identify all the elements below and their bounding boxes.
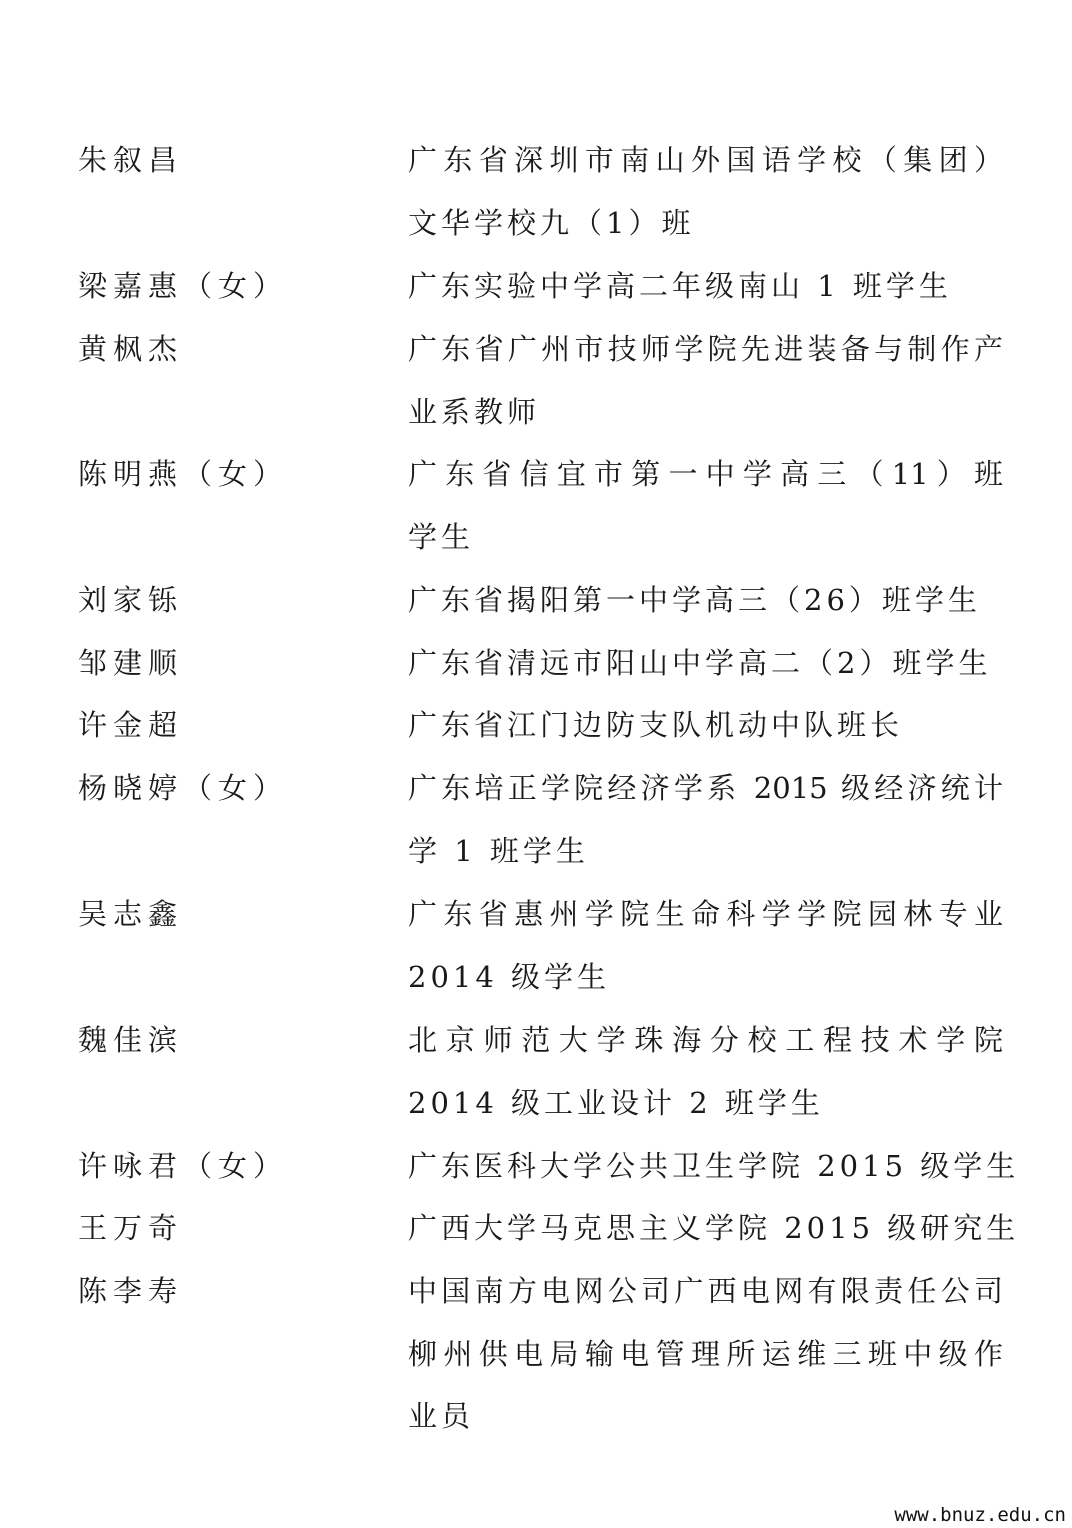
affiliation-line: 广东培正学院经济学系 2015 级经济统计 <box>408 771 1003 805</box>
affiliation-line: 2014 级学生 <box>408 959 611 994</box>
affiliation-line: 广东省惠州学院生命科学学院园林专业 <box>408 897 1003 931</box>
person-name: 邹建顺 <box>78 646 184 680</box>
person-affiliation <box>408 705 1003 768</box>
affiliation-line: 文华学校九（1）班 <box>408 205 695 240</box>
person-affiliation <box>408 454 1003 579</box>
person-name: 朱叙昌 <box>78 143 184 177</box>
person-name: 梁嘉惠（女） <box>78 269 289 303</box>
person-name: 王万奇 <box>78 1211 184 1245</box>
affiliation-line: 广东省信宜市第一中学高三（11）班 <box>408 457 1003 491</box>
person-affiliation <box>408 329 1003 454</box>
affiliation-line: 北京师范大学珠海分校工程技术学院 <box>408 1023 1003 1057</box>
person-affiliation <box>408 643 1003 706</box>
person-affiliation <box>408 140 1003 265</box>
affiliation-line: 广东医科大学公共卫生学院 2015 级学生 <box>408 1149 1020 1183</box>
affiliation-line: 广东省广州市技师学院先进装备与制作产 <box>408 332 1003 366</box>
affiliation-line: 广东省深圳市南山外国语学校（集团） <box>408 143 1003 177</box>
person-name: 许金超 <box>78 708 184 742</box>
person-affiliation <box>408 1146 1020 1209</box>
affiliation-line: 广东实验中学高二年级南山 1 班学生 <box>408 269 952 303</box>
person-affiliation <box>408 768 1003 893</box>
person-affiliation <box>408 266 1003 329</box>
person-name: 许咏君（女） <box>78 1149 289 1183</box>
person-name: 吴志鑫 <box>78 897 184 931</box>
affiliation-line: 2014 级工业设计 2 班学生 <box>408 1085 824 1120</box>
person-affiliation <box>408 1020 1003 1145</box>
affiliation-line: 广东省江门边防支队机动中队班长 <box>408 708 904 742</box>
person-name: 杨晓婷（女） <box>78 771 289 805</box>
affiliation-line: 学 1 班学生 <box>408 833 589 868</box>
person-affiliation <box>408 1271 1003 1459</box>
affiliation-line: 广东省清远市阳山中学高二（2）班学生 <box>408 646 992 680</box>
affiliation-line: 中国南方电网公司广西电网有限责任公司 <box>408 1274 1003 1308</box>
person-name: 刘家铄 <box>78 583 184 617</box>
person-name: 陈明燕（女） <box>78 457 289 491</box>
site-watermark: www.bnuz.edu.cn <box>894 1504 1066 1526</box>
affiliation-line: 业员 <box>408 1399 475 1434</box>
person-name: 魏佳滨 <box>78 1023 184 1057</box>
affiliation-line: 广东省揭阳第一中学高三（26）班学生 <box>408 583 981 617</box>
affiliation-line: 学生 <box>408 519 475 554</box>
person-name: 陈李寿 <box>78 1274 184 1308</box>
affiliation-line: 柳州供电局输电管理所运维三班中级作 <box>408 1336 1003 1371</box>
person-affiliation <box>408 1208 1020 1271</box>
person-affiliation <box>408 580 1003 643</box>
affiliation-line: 广西大学马克思主义学院 2015 级研究生 <box>408 1211 1020 1245</box>
person-name: 黄枫杰 <box>78 332 184 366</box>
person-affiliation <box>408 894 1003 1019</box>
affiliation-line: 业系教师 <box>408 394 541 429</box>
